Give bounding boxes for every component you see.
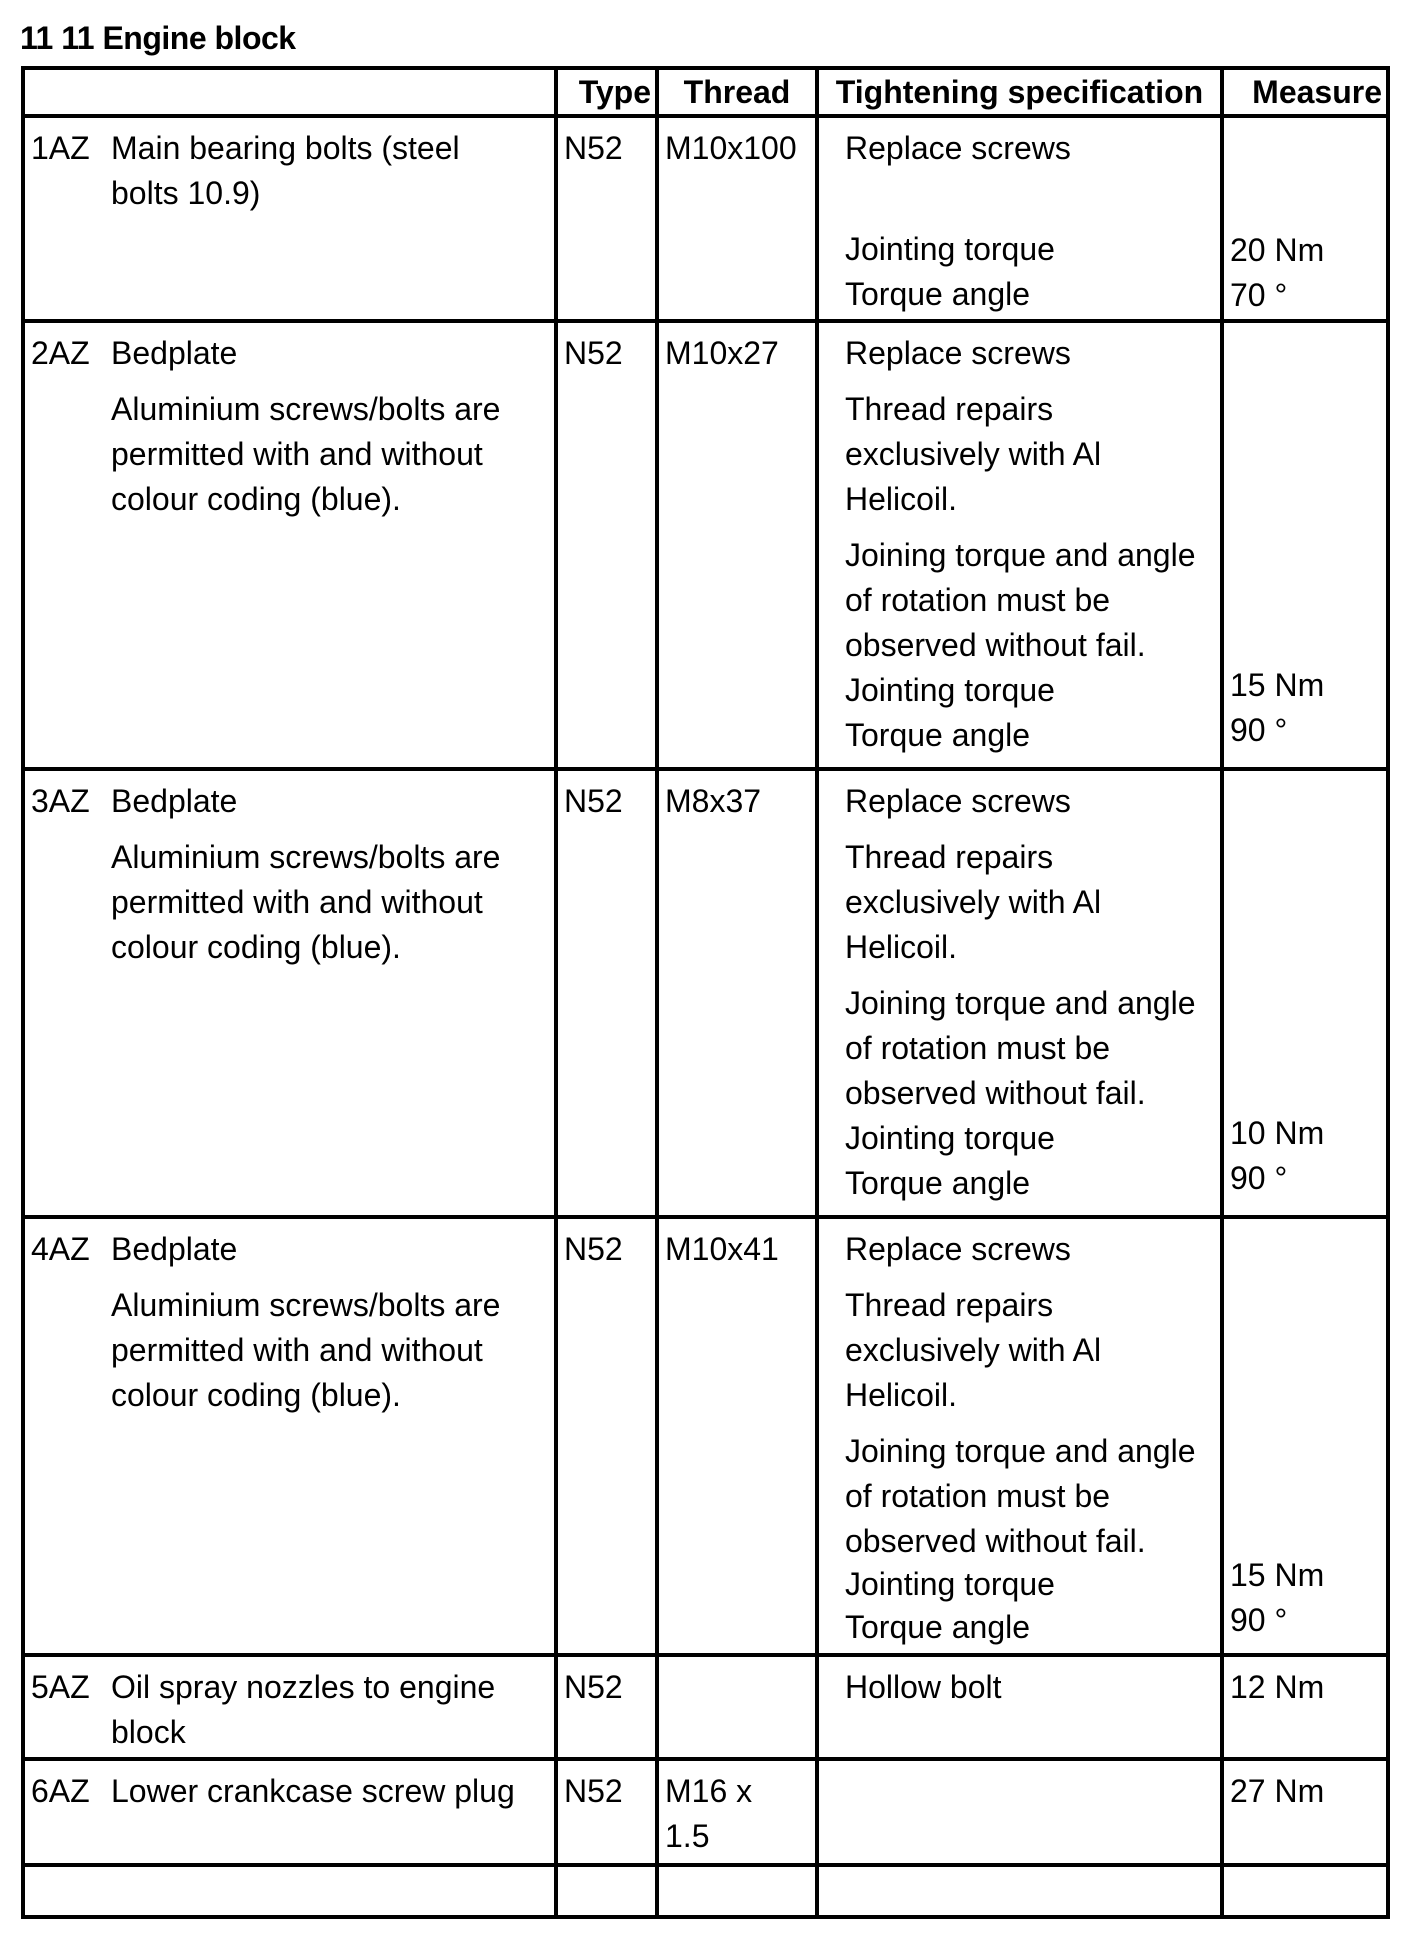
thread-cell: M10x27: [657, 321, 817, 769]
header-tightening-spec: Tightening specification: [817, 68, 1222, 116]
row-id: 4AZ: [31, 1231, 90, 1267]
description-cell: [23, 321, 556, 769]
row-id: 6AZ: [31, 1773, 90, 1809]
table-row: [23, 769, 1388, 1217]
tightening-spec-table: [21, 66, 1390, 1919]
spec-cell: Replace screws Jointing torque Torque angle: [817, 116, 1222, 321]
row-description: Bedplate Aluminium screws/bolts are permitted with and without colour coding (blue).: [111, 783, 501, 965]
empty-row: [23, 1865, 1388, 1917]
spec-cell: Replace screws Thread repairs exclusively with Al Helicoil. Joining torque and angle of rotation must be observed without fail. Jointing torque Torque angle: [817, 769, 1222, 1217]
row-id: 2AZ: [31, 335, 90, 371]
empty-cell: [817, 1865, 1222, 1917]
measure-cell: 12 Nm: [1222, 1655, 1388, 1759]
measure-cell: 20 Nm 70 °: [1222, 116, 1388, 321]
table-row: [23, 1217, 1388, 1655]
row-description: Lower crankcase screw plug: [111, 1773, 515, 1809]
table-row: [23, 1655, 1388, 1759]
header-type: Type: [556, 68, 657, 116]
row-description: Oil spray nozzles to engine block: [111, 1669, 496, 1750]
description-cell: [23, 1217, 556, 1655]
type-cell: N52: [556, 116, 657, 321]
thread-cell: [657, 1655, 817, 1759]
measure-cell: 10 Nm 90 °: [1222, 769, 1388, 1217]
thread-cell: M8x37: [657, 769, 817, 1217]
table-row: [23, 1759, 1388, 1865]
description-cell: [23, 1759, 556, 1865]
row-id: 3AZ: [31, 783, 90, 819]
type-cell: N52: [556, 1217, 657, 1655]
table-row: [23, 321, 1388, 769]
header-description: [23, 68, 556, 116]
header-measure: Measure: [1222, 68, 1388, 116]
description-cell: [23, 769, 556, 1217]
row-id: 1AZ: [31, 130, 90, 166]
row-id: 5AZ: [31, 1669, 90, 1705]
thread-cell: M10x100: [657, 116, 817, 321]
type-cell: N52: [556, 769, 657, 1217]
table-header-row: [23, 68, 1388, 116]
description-cell: [23, 1655, 556, 1759]
header-thread: Thread: [657, 68, 817, 116]
type-cell: N52: [556, 1759, 657, 1865]
row-description: Bedplate Aluminium screws/bolts are permitted with and without colour coding (blue).: [111, 1231, 501, 1413]
empty-cell: [556, 1865, 657, 1917]
measure-cell: 15 Nm 90 °: [1222, 321, 1388, 769]
spec-cell: Replace screws Thread repairs exclusively with Al Helicoil. Joining torque and angle of rotation must be observed without fail. Jointing torque Torque angle: [817, 1217, 1222, 1655]
type-cell: N52: [556, 321, 657, 769]
description-cell: [23, 116, 556, 321]
measure-cell: 15 Nm 90 °: [1222, 1217, 1388, 1655]
empty-cell: [1222, 1865, 1388, 1917]
row-description: Bedplate Aluminium screws/bolts are permitted with and without colour coding (blue).: [111, 335, 501, 517]
spec-cell: [817, 1759, 1222, 1865]
row-description: Main bearing bolts (steel bolts 10.9): [111, 130, 460, 211]
thread-cell: M16 x 1.5: [657, 1759, 817, 1865]
table-row: [23, 116, 1388, 321]
spec-cell: Hollow bolt: [817, 1655, 1222, 1759]
thread-cell: M10x41: [657, 1217, 817, 1655]
type-cell: N52: [556, 1655, 657, 1759]
spec-cell: Replace screws Thread repairs exclusively with Al Helicoil. Joining torque and angle of rotation must be observed without fail. Jointing torque Torque angle: [817, 321, 1222, 769]
measure-cell: 27 Nm: [1222, 1759, 1388, 1865]
empty-cell: [657, 1865, 817, 1917]
empty-cell: [23, 1865, 556, 1917]
document-title: 11 11 Engine block: [20, 20, 296, 56]
